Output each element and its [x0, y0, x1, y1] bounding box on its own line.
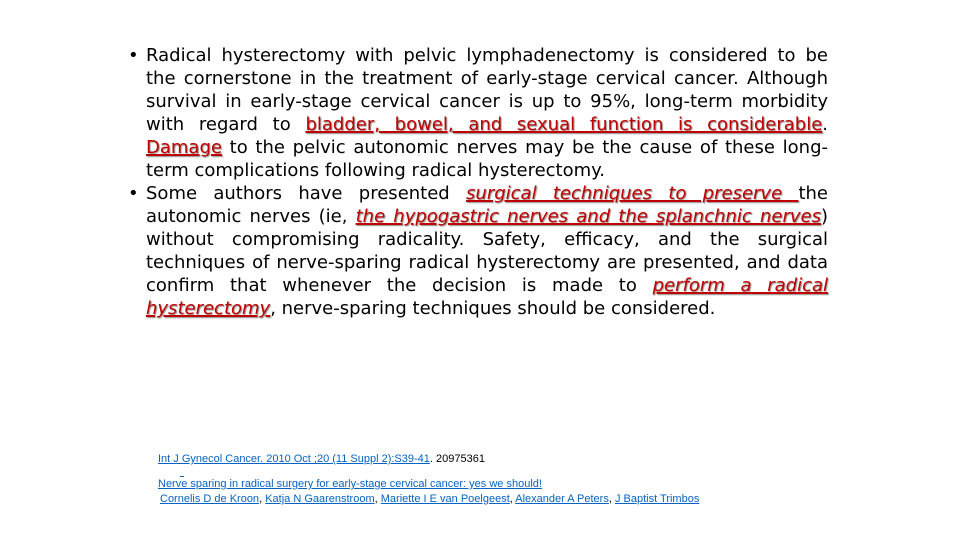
text: Radical hysterectomy with pelvic lymphadenectomy is considered to be the cornerstone in the treatment of early-stage cervical cancer. Although survival in early-stage cervical cancer is up to 95%, long-term morbidity with regard to	[146, 45, 828, 135]
link-stub	[180, 470, 184, 477]
bullet-dot: •	[128, 183, 139, 204]
bullet-item	[128, 44, 828, 182]
reference-block	[158, 452, 699, 507]
reference-title-line	[158, 477, 699, 492]
author-link[interactable]: Alexander A Peters	[515, 493, 609, 505]
bullet-item	[128, 182, 828, 320]
author-link[interactable]: Mariette I E van Poelgeest	[380, 493, 510, 505]
separator: ,	[608, 493, 615, 505]
separator: ,	[259, 493, 266, 505]
pmid: . 20975361	[429, 453, 485, 465]
bullet-list	[128, 44, 828, 320]
reference-authors-line	[158, 492, 699, 507]
highlight-nerves: the hypogastric nerves and the splanchnic nerves	[355, 206, 821, 227]
text: Some authors have presented	[146, 183, 467, 204]
text: the autonomic nerves (ie,	[146, 183, 828, 227]
journal-link[interactable]: Int J Gynecol Cancer. 2010 Oct ;20 (11 Suppl 2):S39-41	[158, 453, 430, 465]
text: , nerve-sparing techniques should be considered.	[270, 298, 716, 319]
bullet-dot: •	[128, 45, 139, 66]
highlight-morbidity: bladder, bowel, and sexual function is considerable	[305, 114, 823, 135]
highlight-radical-hysterectomy: perform a radical hysterectomy	[146, 275, 828, 319]
author-link[interactable]: J Baptist Trimbos	[614, 493, 700, 505]
spacer	[158, 467, 699, 477]
separator: ,	[374, 493, 381, 505]
text: ) without compromising radicality. Safety, efficacy, and the surgical techniques of nerve-sparing radical hysterectomy are presented, and data confirm that whenever the decision is made to	[146, 206, 828, 296]
author-link[interactable]: Katja N Gaarenstroom	[265, 493, 375, 505]
highlight-techniques: surgical techniques to preserve	[466, 183, 799, 204]
text: to the pelvic autonomic nerves may be the cause of these long-term complications following radical hysterectomy.	[146, 137, 828, 181]
highlight-damage: Damage	[146, 137, 222, 158]
separator: ,	[509, 493, 516, 505]
article-title-link[interactable]: Nerve sparing in radical surgery for early-stage cervical cancer: yes we should!	[158, 478, 542, 490]
text: .	[822, 114, 829, 135]
reference-journal-line	[158, 452, 699, 467]
author-link[interactable]: Cornelis D de Kroon	[160, 493, 260, 505]
